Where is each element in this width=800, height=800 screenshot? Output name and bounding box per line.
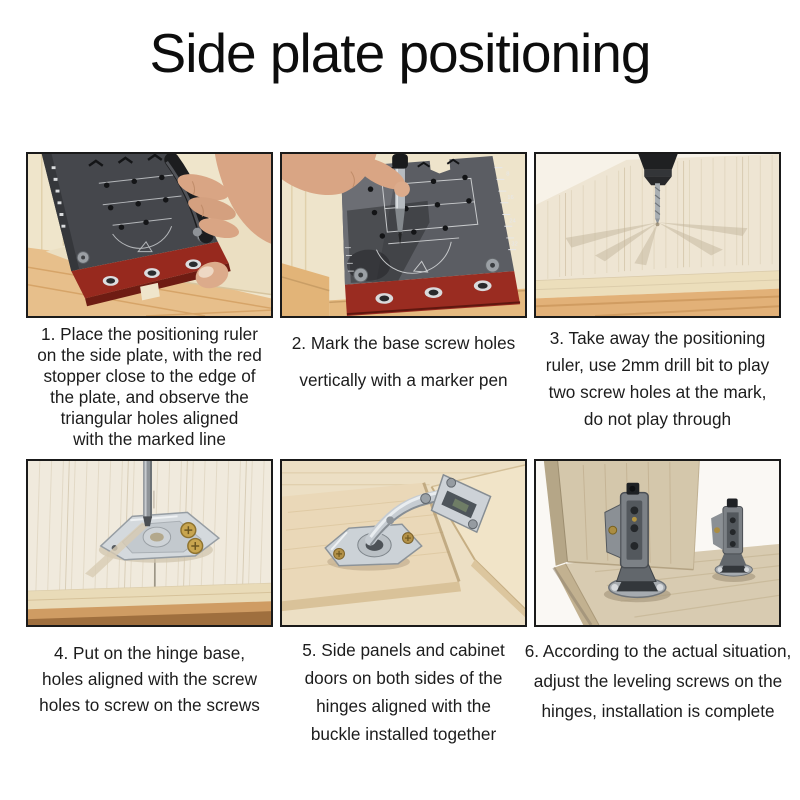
- caption-step-4: [26, 640, 273, 718]
- board-edge: [28, 584, 271, 625]
- svg-text:32: 32: [511, 241, 518, 248]
- svg-text:8: 8: [506, 171, 510, 178]
- caption-line: 6. According to the actual situation,: [524, 641, 792, 661]
- step-5: [280, 459, 527, 748]
- caption-step-3: [534, 325, 781, 459]
- photo-step-6: [534, 459, 781, 627]
- caption-step-5: [280, 636, 527, 748]
- svg-text:24: 24: [509, 218, 516, 225]
- photo-step-1: [26, 152, 273, 318]
- step-2: [280, 152, 527, 459]
- caption-line: 5. Side panels and cabinet: [302, 640, 505, 660]
- caption-line: hinges aligned with the: [316, 696, 491, 716]
- caption-line: 4. Put on the hinge base,: [53, 643, 246, 663]
- caption-line: 3. Take away the positioning: [549, 328, 766, 348]
- photo-step-3: [534, 152, 781, 318]
- step-3: [534, 152, 781, 459]
- caption-line: with the marked line: [73, 429, 226, 449]
- caption-line: stopper close to the edge of: [43, 366, 256, 386]
- caption-line: adjust the leveling screws on the: [533, 671, 783, 691]
- caption-line: ruler, use 2mm drill bit to play: [545, 355, 770, 375]
- step-1: [26, 152, 273, 459]
- caption-line: 2. Mark the base screw holes: [291, 333, 516, 353]
- caption-line: 1. Place the positioning ruler: [41, 324, 258, 344]
- svg-text:16: 16: [507, 194, 514, 201]
- step-6: [524, 459, 792, 748]
- caption-line: holes to screw on the screws: [39, 695, 260, 715]
- photo-step-5: [280, 459, 527, 627]
- caption-line: the plate, and observe the: [50, 387, 249, 407]
- caption-line: hinges, installation is complete: [541, 701, 775, 721]
- caption-line: holes aligned with the screw: [42, 669, 257, 689]
- caption-line: buckle installed together: [310, 724, 497, 744]
- caption-line: do not play through: [583, 409, 732, 429]
- caption-line: on the side plate, with the red: [37, 345, 262, 365]
- caption-line: triangular holes aligned: [60, 408, 239, 428]
- photo-step-4: [26, 459, 273, 627]
- page-title: Side plate positioning: [149, 22, 651, 84]
- caption-step-6: [524, 636, 792, 726]
- photo-step-2: [280, 152, 527, 318]
- caption-step-2: [280, 325, 527, 459]
- steps-grid: [26, 152, 792, 748]
- caption-line: doors on both sides of the: [304, 668, 503, 688]
- caption-step-1: [26, 324, 273, 458]
- step-4: [26, 459, 273, 748]
- caption-line: two screw holes at the mark,: [548, 382, 767, 402]
- caption-line: vertically with a marker pen: [299, 370, 508, 390]
